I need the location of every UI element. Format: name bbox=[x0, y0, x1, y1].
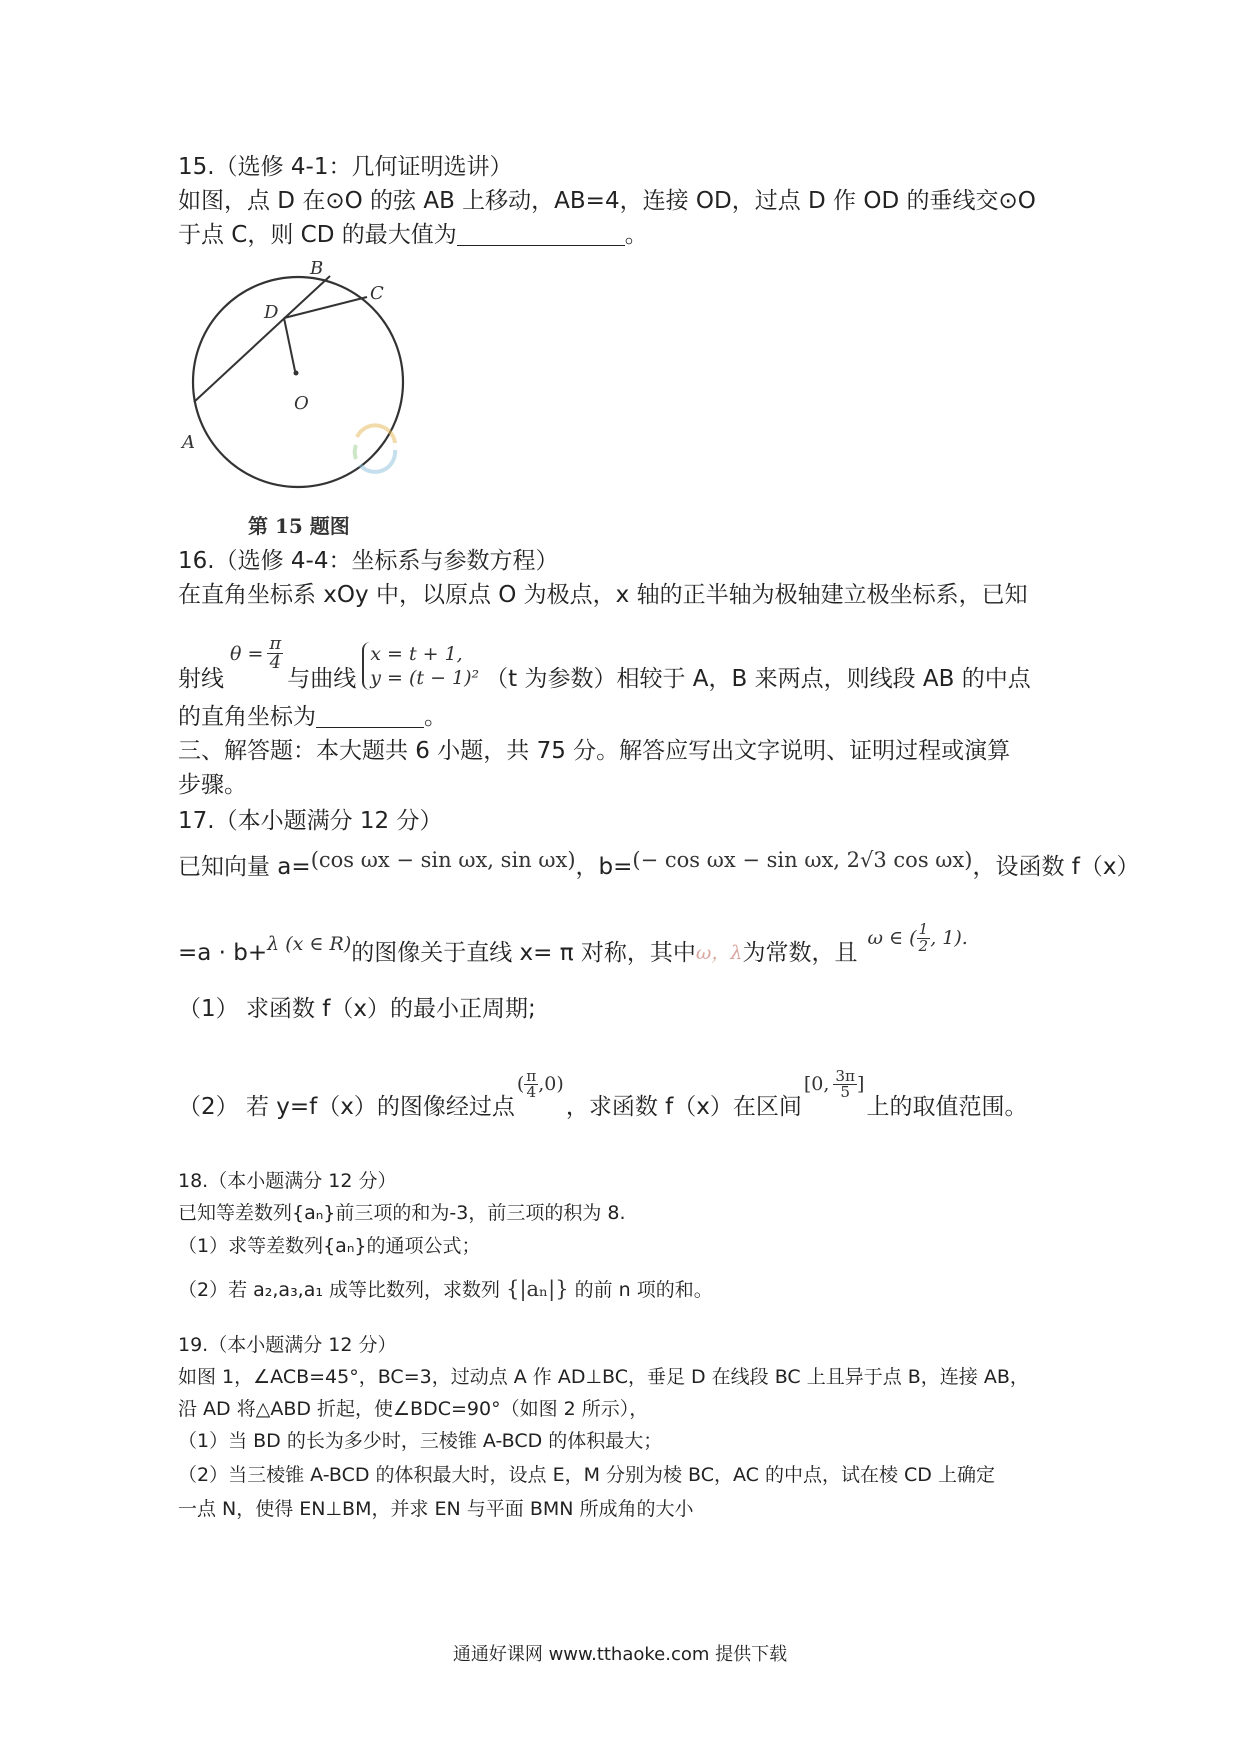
q17-sub2: （2） 若 y=f（x）的图像经过点 ( $\frac{\pi}{4}$ ,0) ，求函数 f（x）在区间 [0, $\frac{3\pi}{5}$ ] 上的取值范围。 bbox=[178, 1066, 1028, 1120]
q15-title: 15.（选修 4-1：几何证明选讲） bbox=[178, 154, 513, 180]
q19-line4: （2）当三棱锥 A-BCD 的体积最大时，设点 E，M 分别为棱 BC，AC 的中点，试在棱 CD 上确定 bbox=[178, 1464, 995, 1486]
q18-title: 18.（本小题满分 12 分） bbox=[178, 1170, 397, 1192]
center-point-o bbox=[294, 371, 299, 376]
q15-line2: 于点 C，则 CD 的最大值为 。 bbox=[178, 222, 648, 248]
q16-line2: 射线 θ = $\frac{\pi}{4}$ 与曲线 x = t + 1, y = (t − 1)² （t 为参数）相较于 A，B 来两点，则线段 AB 的中点 bbox=[178, 633, 1031, 692]
circle-o bbox=[193, 277, 403, 487]
q16-line1: 在直角坐标系 xOy 中，以原点 O 为极点，x 轴的正半轴为极轴建立极坐标系，已知 bbox=[178, 582, 1028, 608]
section3-line2: 步骤。 bbox=[178, 772, 247, 798]
q17-title: 17.（本小题满分 12 分） bbox=[178, 808, 443, 834]
figure-caption: 第 15 题图 bbox=[248, 514, 350, 538]
q19-line1: 如图 1，∠ACB=45°，BC=3，过动点 A 作 AD⊥BC，垂足 D 在线段 BC 上且异于点 B，连接 AB， bbox=[178, 1366, 1029, 1388]
label-o: O bbox=[294, 393, 309, 414]
segment-do bbox=[284, 318, 295, 371]
label-b: B bbox=[310, 258, 324, 279]
vector-b: (− cos ωx − sin ωx, 2√3 cos ωx) bbox=[632, 848, 973, 872]
watermark-logo bbox=[355, 425, 395, 471]
q19-line5: 一点 N，使得 EN⊥BM，并求 EN 与平面 BMN 所成角的大小 bbox=[178, 1498, 694, 1520]
label-d: D bbox=[264, 302, 279, 323]
q18-line1: 已知等差数列{aₙ}前三项的和为-3，前三项的积为 8. bbox=[178, 1202, 626, 1224]
vector-a: (cos ωx − sin ωx, sin ωx) bbox=[310, 848, 576, 872]
q17-line1: 已知向量 a= (cos ωx − sin ωx, sin ωx) ，b= (− cos ωx − sin ωx, 2√3 cos ωx) ，设函数 f（x） bbox=[178, 852, 1139, 882]
ray-theta-expr: θ = $\frac{\pi}{4}$ bbox=[230, 633, 282, 673]
interval-expr: [0, $\frac{3\pi}{5}$ ] bbox=[803, 1066, 865, 1101]
point-expr: ( $\frac{\pi}{4}$ ,0) bbox=[516, 1066, 564, 1101]
parametric-equations: x = t + 1, y = (t − 1)² bbox=[362, 642, 479, 690]
answer-blank bbox=[457, 223, 625, 246]
q18-line3: （2）若 a₂,a₃,a₁ 成等比数列，求数列 {|aₙ|} 的前 n 项的和。 bbox=[178, 1277, 713, 1301]
q18-line2: （1）求等差数列{aₙ}的通项公式； bbox=[178, 1235, 481, 1257]
omega-lambda: ω，λ bbox=[695, 942, 743, 964]
page-footer: 通通好课网 www.tthaoke.com 提供下载 bbox=[452, 1644, 788, 1665]
q17-line2: =a · b+ λ (x ∈ R) 的图像关于直线 x= π 对称，其中 ω，λ 为常数，且 ω ∈ ( $\frac{1}{2}$ , 1). bbox=[178, 920, 968, 966]
q19-title: 19.（本小题满分 12 分） bbox=[178, 1334, 397, 1356]
section3-line1: 三、解答题：本大题共 6 小题，共 75 分。解答应写出文字说明、证明过程或演算 bbox=[178, 738, 1011, 764]
q15-line2-text: 于点 C，则 CD 的最大值为 bbox=[178, 222, 457, 248]
q16-line3: 的直角坐标为 。 bbox=[178, 704, 447, 730]
abs-an-expr: {|aₙ|} bbox=[506, 1277, 569, 1301]
q17-sub1: （1） 求函数 f（x）的最小正周期; bbox=[178, 996, 536, 1022]
q15-line1: 如图，点 D 在⊙O 的弦 AB 上移动，AB=4，连接 OD，过点 D 作 OD 的垂线交⊙O bbox=[178, 188, 1036, 214]
q19-line2: 沿 AD 将△ABD 折起，使∠BDC=90°（如图 2 所示）， bbox=[178, 1398, 649, 1420]
omega-range: ω ∈ ( $\frac{1}{2}$ , 1). bbox=[867, 920, 968, 955]
answer-blank bbox=[316, 705, 424, 728]
label-c: C bbox=[370, 283, 384, 304]
chord-ab bbox=[194, 276, 330, 402]
lambda-expr: λ (x ∈ R) bbox=[267, 933, 352, 955]
q19-line3: （1）当 BD 的长为多少时，三棱锥 A-BCD 的体积最大； bbox=[178, 1430, 663, 1452]
q16-title: 16.（选修 4-4：坐标系与参数方程） bbox=[178, 548, 559, 574]
label-a: A bbox=[182, 432, 195, 453]
q15-figure bbox=[170, 255, 430, 545]
